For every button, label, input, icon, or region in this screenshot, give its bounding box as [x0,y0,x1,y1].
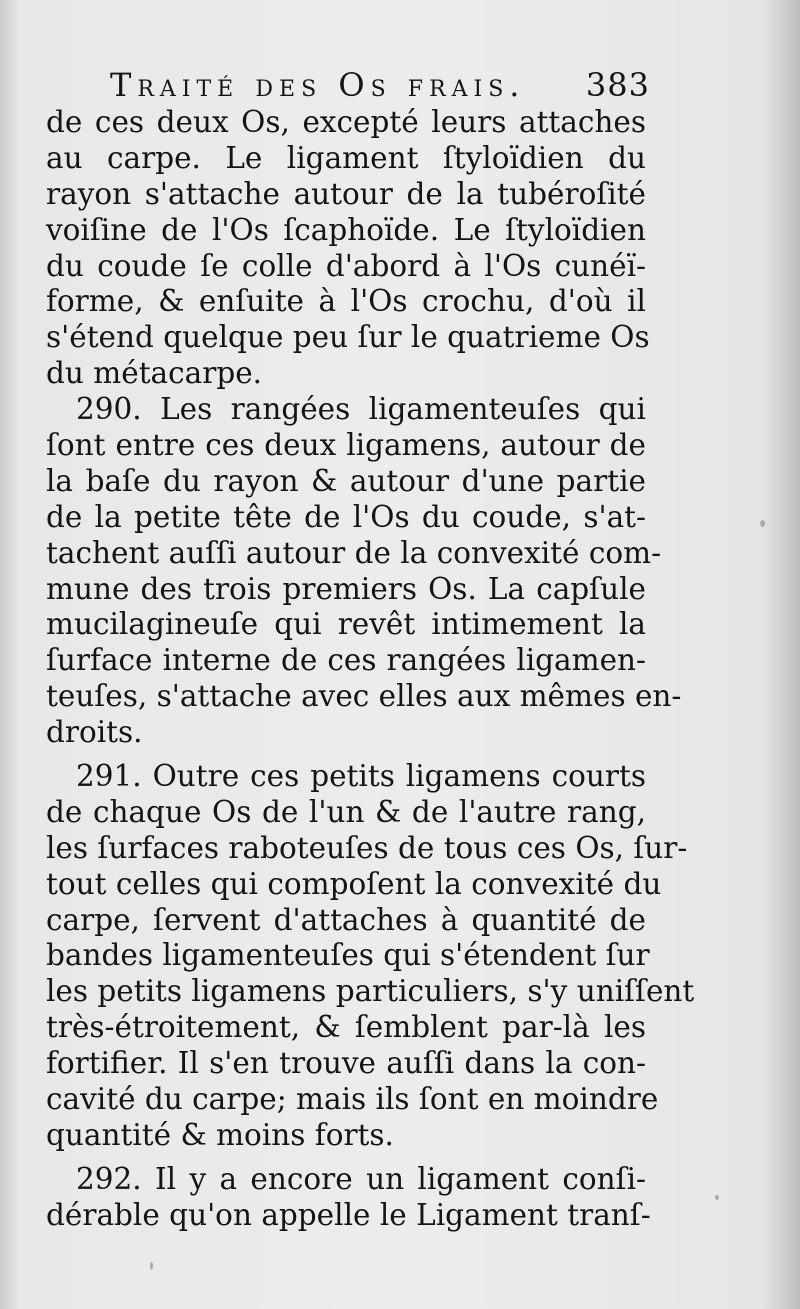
text-line: bandes ligamenteuſes qui s'étendent ſur [46,938,650,973]
text-line: du coude ſe colle d'abord à l'Os cunéï- [46,248,646,283]
text-line: de ces deux Os, excepté leurs attaches [46,105,646,139]
text-line: cavité du carpe; mais ils ſont en moindre [46,1082,659,1117]
body-text [46,105,695,1234]
page-number: 383 [585,66,650,104]
text-line: du métacarpe. [46,356,263,391]
text-line: teuſes, s'attache avec elles aux mêmes en- [46,679,682,714]
paragraph-291-start: 291. Outre ces petits ligamens courts [76,759,646,794]
text-line: dérable qu'on appelle le Ligament tranſ- [46,1197,651,1232]
text-line: rayon s'attache autour de la tubéroſité [46,176,646,211]
text-line: mune des trois premiers Os. La capſule [46,571,646,606]
running-header [110,60,650,110]
paragraph-290-start: 290. Les rangées ligamenteuſes qui [76,392,646,427]
running-title: Traité des Os frais. [110,66,526,104]
text-line: ſurface interne de ces rangées ligamen- [46,643,646,678]
text-line: au carpe. Le ligament ſtyloïdien du [46,140,646,175]
text-line: les ſurfaces raboteuſes de tous ces Os, ſur- [46,830,688,865]
text-line: de chaque Os de l'un & de l'autre rang, [46,794,646,829]
text-line: de la petite tête de l'Os du coude, s'at- [46,499,646,534]
text-line: fortifier. Il s'en trouve auſſi dans la con- [46,1046,646,1081]
text-line: les petits ligamens particuliers, s'y uniſſent [46,974,695,1009]
ink-speck [150,1262,153,1270]
text-line: ſont entre ces deux ligamens, autour de [46,428,646,463]
text-line: forme, & enſuite à l'Os crochu, d'où il [46,284,646,319]
text-line: droits. [46,715,143,750]
text-line: mucilagineuſe qui revêt intimement la [46,607,646,642]
text-line: quantité & moins forts. [46,1117,394,1152]
paragraph-292-start: 292. Il y a encore un ligament conſi- [76,1161,646,1196]
text-line: tout celles qui compoſent la convexité du [46,866,662,901]
text-line: la baſe du rayon & autour d'une partie [46,463,646,498]
ink-speck [760,520,765,527]
ink-speck [715,1195,719,1200]
text-line: très-étroitement, & ſemblent par-là les [46,1010,646,1045]
text-line: carpe, ſervent d'attaches à quantité de [46,902,646,937]
text-line: s'étend quelque peu ſur le quatrieme Os [46,320,650,355]
text-line: voiſine de l'Os ſcaphoïde. Le ſtyloïdien [46,212,646,247]
text-line: tachent auſſi autour de la convexité com- [46,535,662,570]
